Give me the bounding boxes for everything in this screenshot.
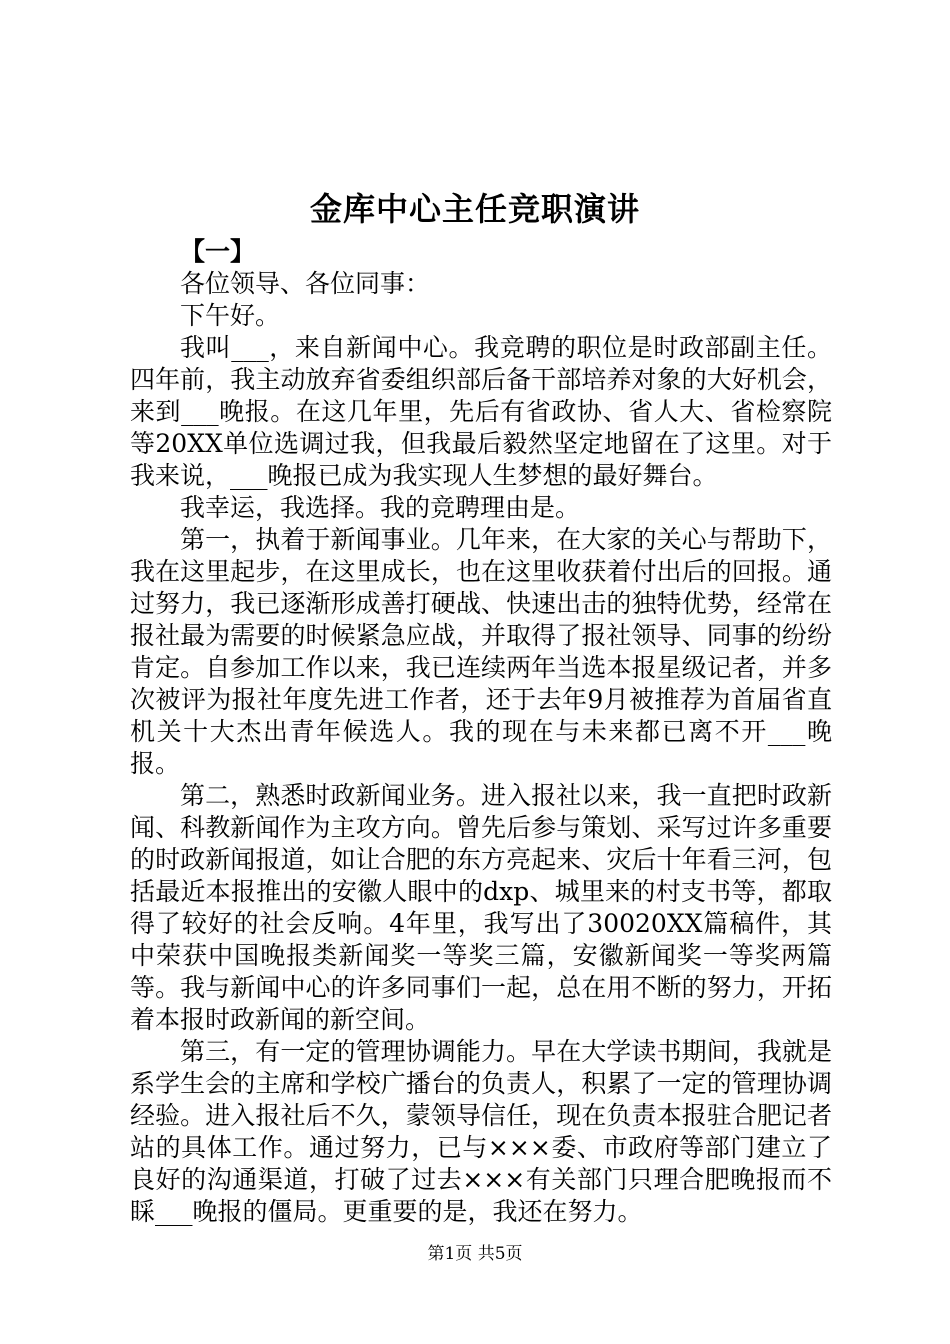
section-marker: 【一】	[180, 237, 256, 266]
paragraph-reason-2: 第二，熟悉时政新闻业务。进入报社以来，我一直把时政新闻、科教新闻作为主攻方向。曾先后参与策划、采写过许多重要的时政新闻报道，如让合肥的东方亮起来、灾后十年看三河，包括最近本报推出的安徽人眼中的dxp、城里来的村支书等，都取得了较好的社会反响。4年里，我写出了30020XX篇稿件，其中荣获中国晚报类新闻奖一等奖三篇，安徽新闻奖一等奖两篇等。我与新闻中心的许多同事们一起，总在用不断的努力，开拓着本报时政新闻的新空间。	[130, 781, 832, 1034]
document-title: 金库中心主任竞职演讲	[309, 190, 640, 228]
document-body	[130, 236, 832, 1228]
page-footer: 第1页 共5页	[427, 1244, 523, 1264]
paragraph-reason-lead: 我幸运，我选择。我的竞聘理由是。	[180, 493, 581, 522]
greeting: 下午好。	[180, 301, 281, 330]
salutation: 各位领导、各位同事：	[180, 269, 431, 298]
paragraph-intro: 我叫___，来自新闻中心。我竞聘的职位是时政部副主任。四年前，我主动放弃省委组织部后备干部培养对象的大好机会，来到___晚报。在这几年里，先后有省政协、省人大、省检察院等20XX单位选调过我，但我最后毅然坚定地留在了这里。对于我来说，___晚报已成为我实现人生梦想的最好舞台。	[130, 333, 832, 490]
paragraph-reason-1: 第一，执着于新闻事业。几年来，在大家的关心与帮助下，我在这里起步，在这里成长，也在这里收获着付出后的回报。通过努力，我已逐渐形成善打硬战、快速出击的独特优势，经常在报社最为需要的时候紧急应战，并取得了报社领导、同事的纷纷肯定。自参加工作以来，我已连续两年当选本报星级记者，并多次被评为报社年度先进工作者，还于去年9月被推荐为首届省直机关十大杰出青年候选人。我的现在与未来都已离不开___晚报。	[130, 525, 832, 778]
paragraph-reason-3: 第三，有一定的管理协调能力。早在大学读书期间，我就是系学生会的主席和学校广播台的负责人，积累了一定的管理协调经验。进入报社后不久，蒙领导信任，现在负责本报驻合肥记者站的具体工作。通过努力，已与×××委、市政府等部门建立了良好的沟通渠道，打破了过去×××有关部门只理合肥晚报而不睬___晚报的僵局。更重要的是，我还在努力。	[130, 1037, 832, 1226]
